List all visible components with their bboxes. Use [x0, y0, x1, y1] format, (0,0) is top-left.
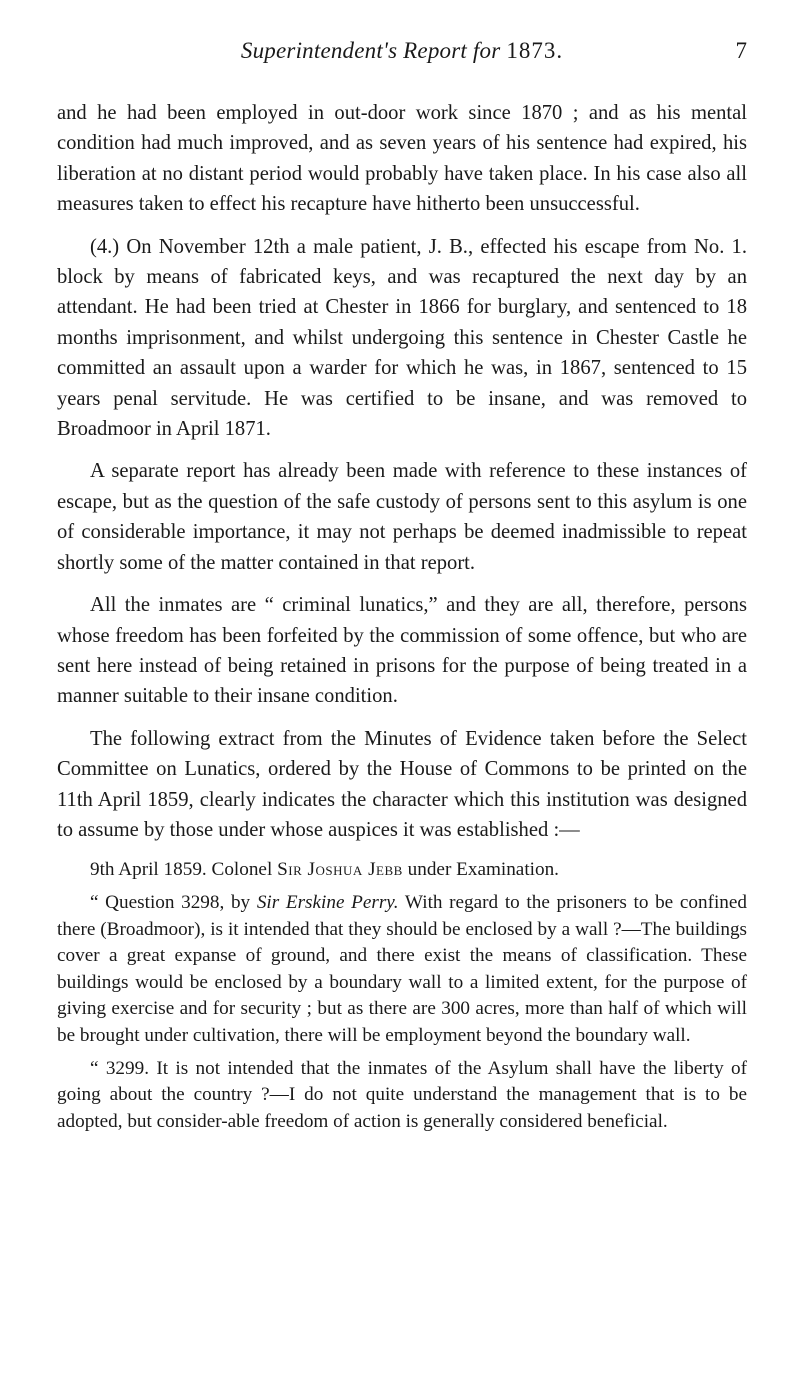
question-3298-prefix: “ Question 3298, by	[90, 891, 257, 913]
witness-name: Sir Joshua Jebb	[277, 859, 403, 881]
evidence-date-line	[57, 857, 747, 884]
running-title-year: 1873.	[506, 38, 564, 63]
running-title	[57, 38, 747, 64]
page-number: 7	[735, 38, 747, 63]
evidence-question-3299: “ 3299. It is not intended that the inmates of the Asylum shall have the liberty of going about the country ?—I do not quite understand the management that is to be adopted, but consider-able freedom of action is generally considered beneficial.	[57, 1057, 747, 1132]
evidence-date-prefix: 9th April 1859. Colonel	[90, 859, 278, 881]
question-3298-examiner: Sir Erskine Perry.	[256, 891, 399, 913]
paragraph-extract-intro: The following extract from the Minutes of Evidence taken before the Select Committee on Lunatics, ordered by the House of Commons to be printed on the 11th April 1859, clearly indicates the character which this institution was designed to assume by those under whose auspices it was established :—	[57, 727, 747, 841]
evidence-extract	[57, 857, 747, 1135]
running-title-text: Superintendent's Report for	[240, 38, 501, 63]
running-head	[57, 30, 747, 78]
document-page	[57, 30, 747, 1141]
paragraph-separate-report: A separate report has already been made with reference to these instances of escape, but as the question of the safe custody of persons sent to this asylum is one of considerable importance, it may not perhaps be deemed inadmissible to repeat shortly some of the matter contained in that report.	[57, 460, 747, 574]
body-text	[57, 98, 747, 1135]
paragraph-escape-case-4: (4.) On November 12th a male patient, J. B., effected his escape from No. 1. block by means of fabricated keys, and was recaptured the next day by an attendant. He had been tried at Chester in 1866 for burglary, and sentenced to 18 months imprisonment, and whilst undergoing this sentence in Chester Castle he committed an assault upon a warder for which he was, in 1867, sentenced to 15 years penal servitude. He was certified to be insane, and was removed to Broadmoor in April 1871.	[57, 235, 747, 441]
paragraph-continuation: and he had been employed in out-door work since 1870 ; and as his mental condition had much improved, and as seven years of his sentence had expired, his liberation at no distant period would probably have taken place. In his case also all measures taken to effect his recapture have hitherto been unsuccessful.	[57, 102, 747, 216]
evidence-date-suffix: under Examination.	[402, 859, 559, 881]
question-3298-text: With regard to the prisoners to be confined there (Broadmoor), is it intended that they should be enclosed by a wall ?—The buildings cover a great expanse of ground, and there exist the means of classification. These buildings would be enclosed by a boundary wall to a limited extent, for the purpose of giving exercise and for security ; but as there are 300 acres, more than half of which will be brought under cultivation, there will be employment beyond the boundary wall.	[57, 891, 747, 1046]
paragraph-criminal-lunatics: All the inmates are “ criminal lunatics,” and they are all, therefore, persons whose freedom has been forfeited by the commission of some offence, but who are sent here instead of being retained in prisons for the purpose of being treated in a manner suitable to their insane condition.	[57, 594, 747, 708]
evidence-question-3298	[57, 890, 747, 1050]
